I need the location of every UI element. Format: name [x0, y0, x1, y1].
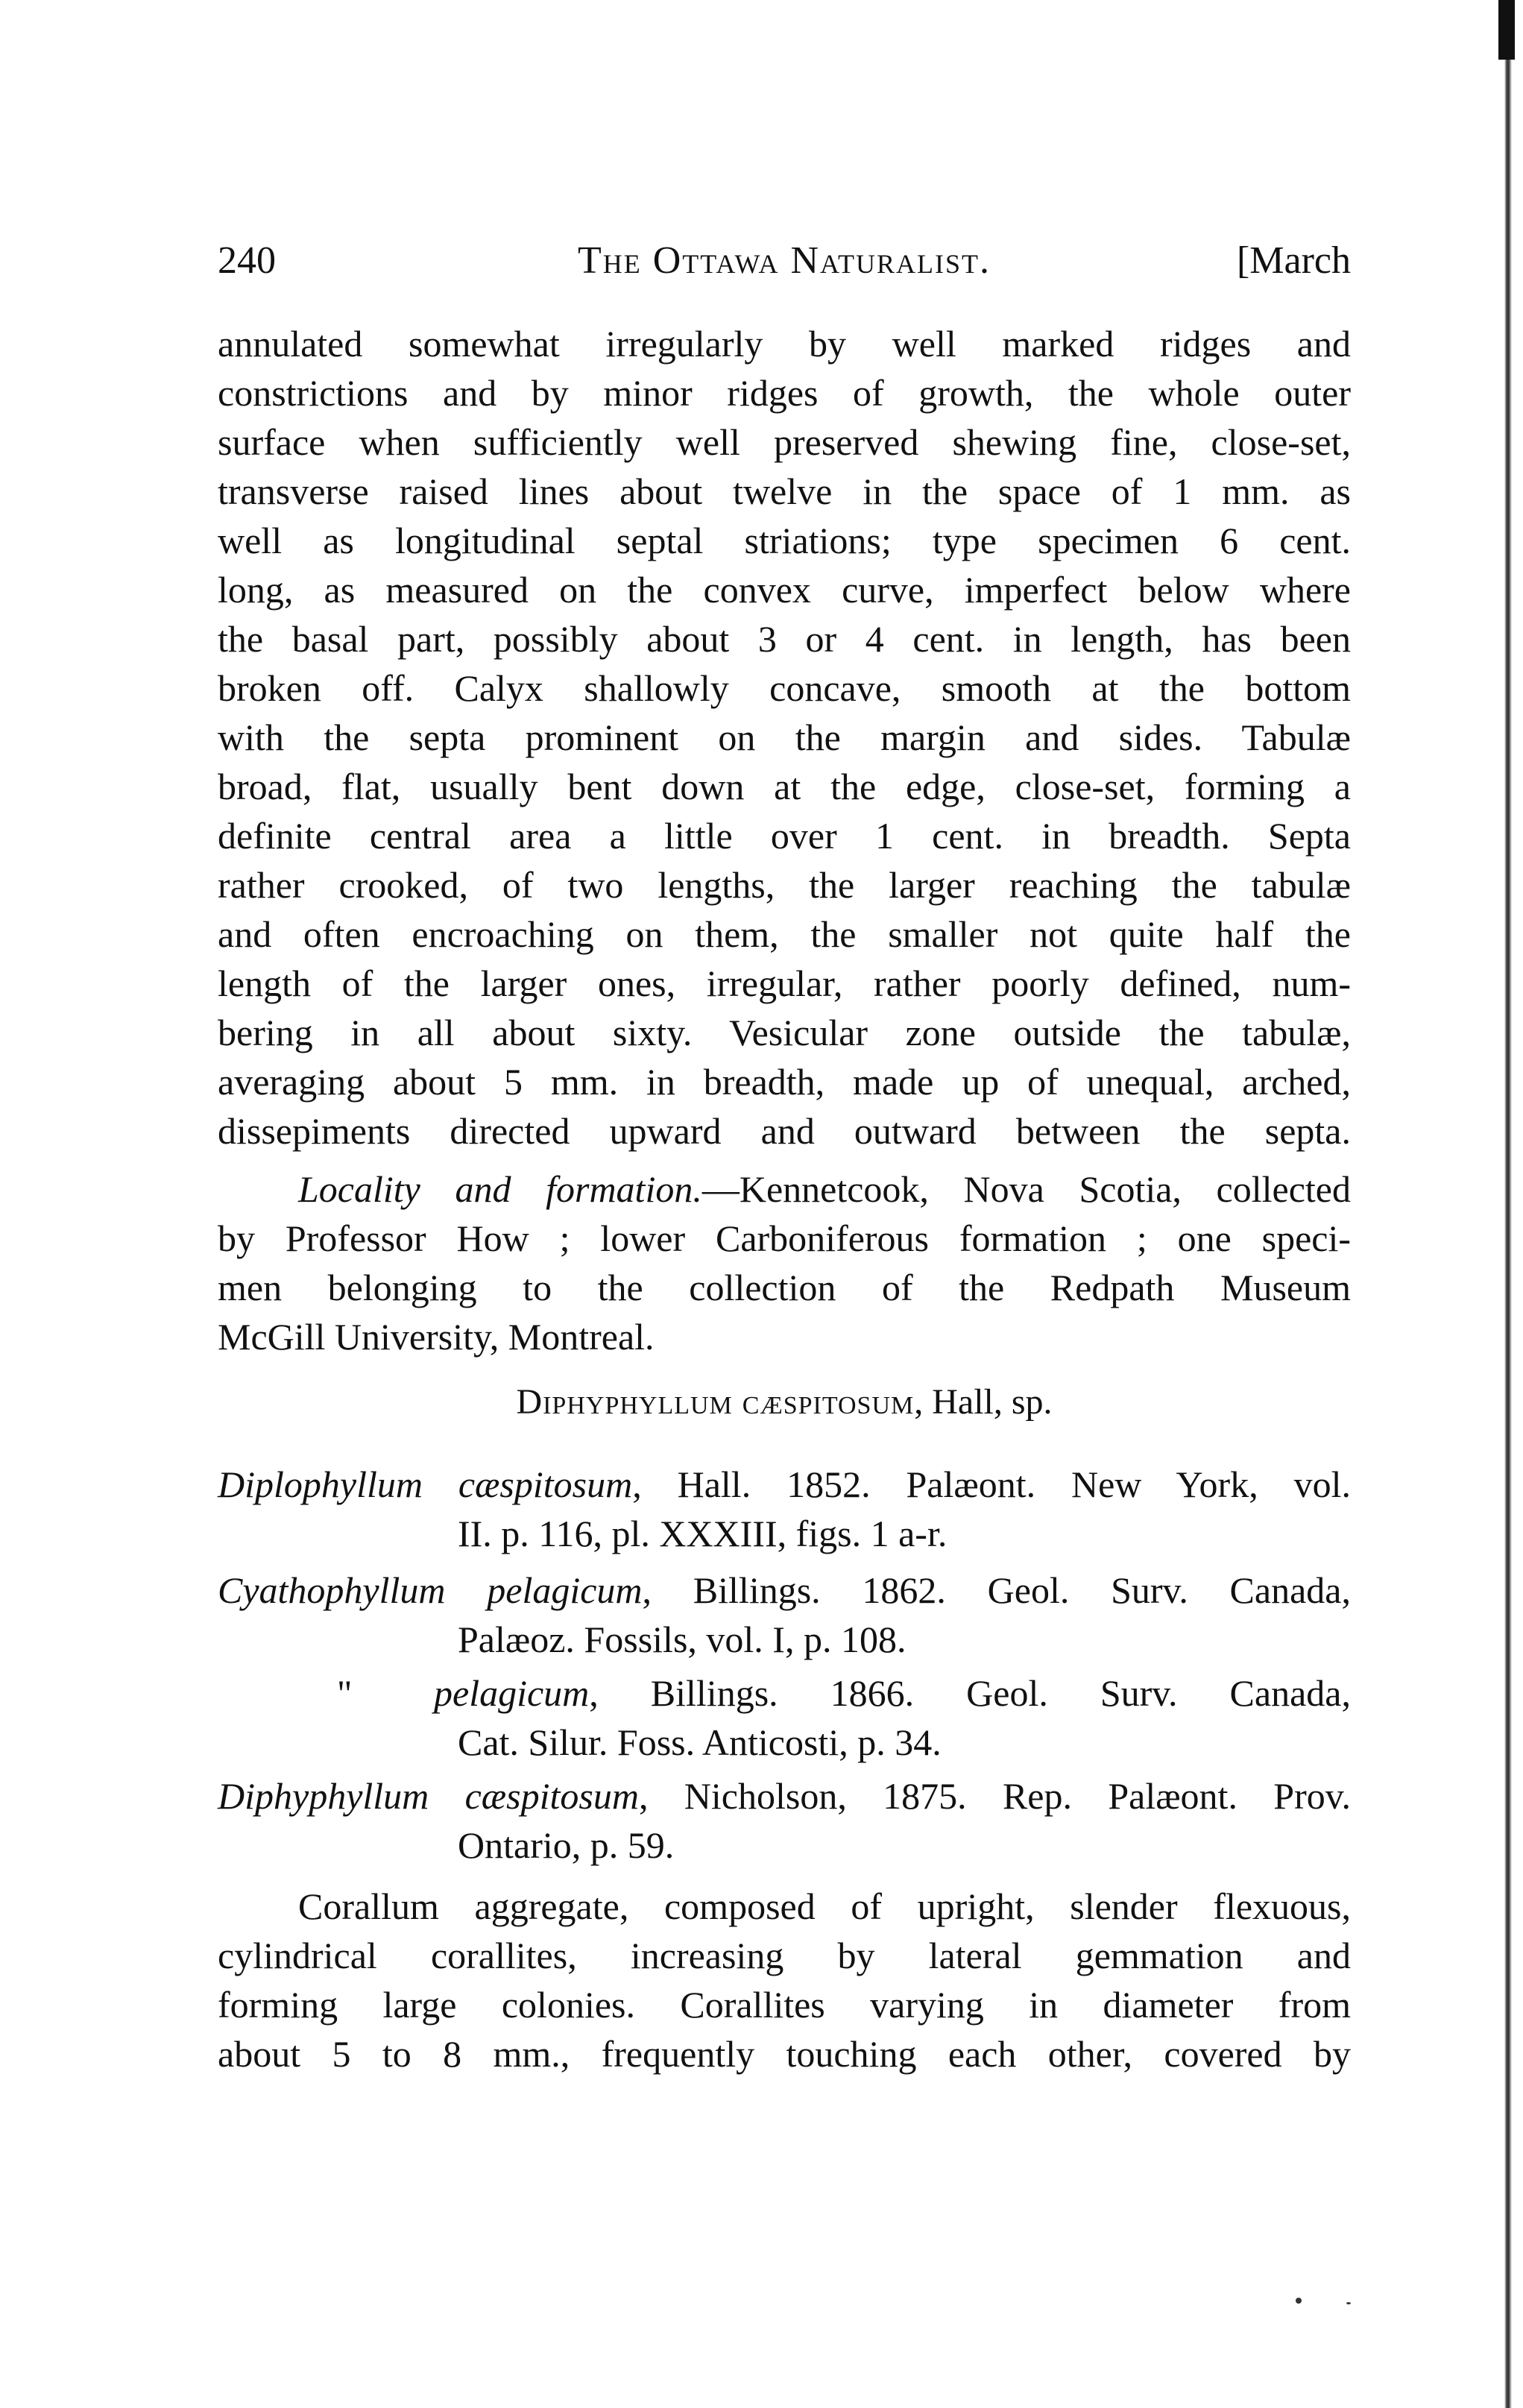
- page-number: 240: [218, 239, 276, 282]
- text-line: forming large colonies. Corallites varying in diameter from: [218, 1984, 1351, 2026]
- page-binding-edge: [1504, 0, 1512, 2408]
- paragraph-description: [218, 319, 1351, 1156]
- running-header: [218, 239, 1351, 298]
- synonym-citation: , Billings. 1862. Geol. Surv. Canada,: [642, 1569, 1351, 1611]
- synonym-name: pelagicum: [434, 1672, 590, 1714]
- paragraph-corallum: [218, 1882, 1351, 2078]
- synonym-citation: , Billings. 1866. Geol. Surv. Canada,: [589, 1672, 1351, 1714]
- synonym-citation: , Hall. 1852. Palæont. New York, vol.: [632, 1463, 1351, 1505]
- text-line: surface when sufficiently well preserved shewing fine, close-set,: [218, 421, 1351, 463]
- text-line: McGill University, Montreal.: [218, 1316, 655, 1358]
- species-name: Diphyphyllum cæspitosum: [516, 1382, 915, 1422]
- synonym-name: Diplophyllum cæspitosum: [218, 1463, 633, 1505]
- synonymy-entry: [218, 1460, 1351, 1558]
- text-line: rather crooked, of two lengths, the larger reaching the tabulæ: [218, 864, 1351, 906]
- text-line: transverse raised lines about twelve in the space of 1 mm. as: [218, 470, 1351, 512]
- locality-text: —Kennetcook, Nova Scotia, collected: [701, 1168, 1351, 1210]
- locality-label: Locality and formation.: [298, 1168, 702, 1210]
- synonymy-continuation: Cat. Silur. Foss. Anticosti, p. 34.: [458, 1721, 942, 1763]
- synonymy-entry: [218, 1771, 1351, 1870]
- synonymy-entry: [218, 1668, 1351, 1767]
- text-line: bering in all about sixty. Vesicular zone outside the tabulæ,: [218, 1012, 1351, 1053]
- text-line: averaging about 5 mm. in breadth, made up of unequal, arched,: [218, 1061, 1351, 1103]
- synonymy-first-line: [218, 1668, 1351, 1718]
- text-line: well as longitudinal septal striations; type specimen 6 cent.: [218, 520, 1351, 561]
- species-author: , Hall, sp.: [914, 1382, 1053, 1422]
- text-line: about 5 to 8 mm., frequently touching each other, covered by: [218, 2033, 1351, 2075]
- text-line: the basal part, possibly about 3 or 4 cent. in length, has been: [218, 618, 1351, 660]
- text-line: Corallum aggregate, composed of upright, slender flexuous,: [298, 1885, 1351, 1927]
- synonymy-continuation: Ontario, p. 59.: [458, 1824, 675, 1866]
- text-line: constrictions and by minor ridges of growth, the whole outer: [218, 372, 1351, 414]
- page-binding-edge-top: [1498, 0, 1515, 60]
- text-line: broken off. Calyx shallowly concave, smooth at the bottom: [218, 667, 1351, 709]
- text-line: broad, flat, usually bent down at the edge, close-set, forming a: [218, 766, 1351, 807]
- text-line: length of the larger ones, irregular, rather poorly defined, num-: [218, 962, 1351, 1004]
- ink-speck: [1346, 2302, 1351, 2304]
- synonym-name: Cyathophyllum pelagicum: [218, 1569, 643, 1611]
- synonymy-first-line: [218, 1566, 1351, 1615]
- paragraph-locality: [218, 1164, 1351, 1361]
- synonym-citation: , Nicholson, 1875. Rep. Palæont. Prov.: [638, 1775, 1351, 1817]
- synonymy-first-line: [218, 1460, 1351, 1509]
- text-line: dissepiments directed upward and outward between the septa.: [218, 1110, 1351, 1152]
- ink-speck: [1296, 2298, 1302, 2304]
- issue-month: [March: [1236, 239, 1351, 282]
- journal-title: [218, 239, 1351, 283]
- text-line: cylindrical corallites, increasing by lateral gemmation and: [218, 1935, 1351, 1976]
- ditto-mark: ": [337, 1672, 353, 1714]
- text-line: [218, 1164, 1351, 1214]
- species-heading: [218, 1378, 1351, 1427]
- synonymy-continuation: II. p. 116, pl. XXXIII, figs. 1 a-r.: [458, 1513, 947, 1554]
- text-line: annulated somewhat irregularly by well marked ridges and: [218, 323, 1351, 365]
- synonymy-entry: [218, 1566, 1351, 1664]
- journal-title-text: The Ottawa Naturalist.: [577, 239, 991, 282]
- synonym-name: Diphyphyllum cæspitosum: [218, 1775, 639, 1817]
- synonymy-first-line: [218, 1771, 1351, 1821]
- text-line: long, as measured on the convex curve, imperfect below where: [218, 569, 1351, 611]
- text-line: and often encroaching on them, the smaller not quite half the: [218, 913, 1351, 955]
- synonymy-continuation: Palæoz. Fossils, vol. I, p. 108.: [458, 1619, 906, 1660]
- text-line: by Professor How ; lower Carboniferous formation ; one speci-: [218, 1217, 1351, 1259]
- text-line: definite central area a little over 1 cent. in breadth. Septa: [218, 815, 1351, 857]
- text-line: with the septa prominent on the margin and sides. Tabulæ: [218, 716, 1351, 758]
- text-line: men belonging to the collection of the Redpath Museum: [218, 1267, 1351, 1308]
